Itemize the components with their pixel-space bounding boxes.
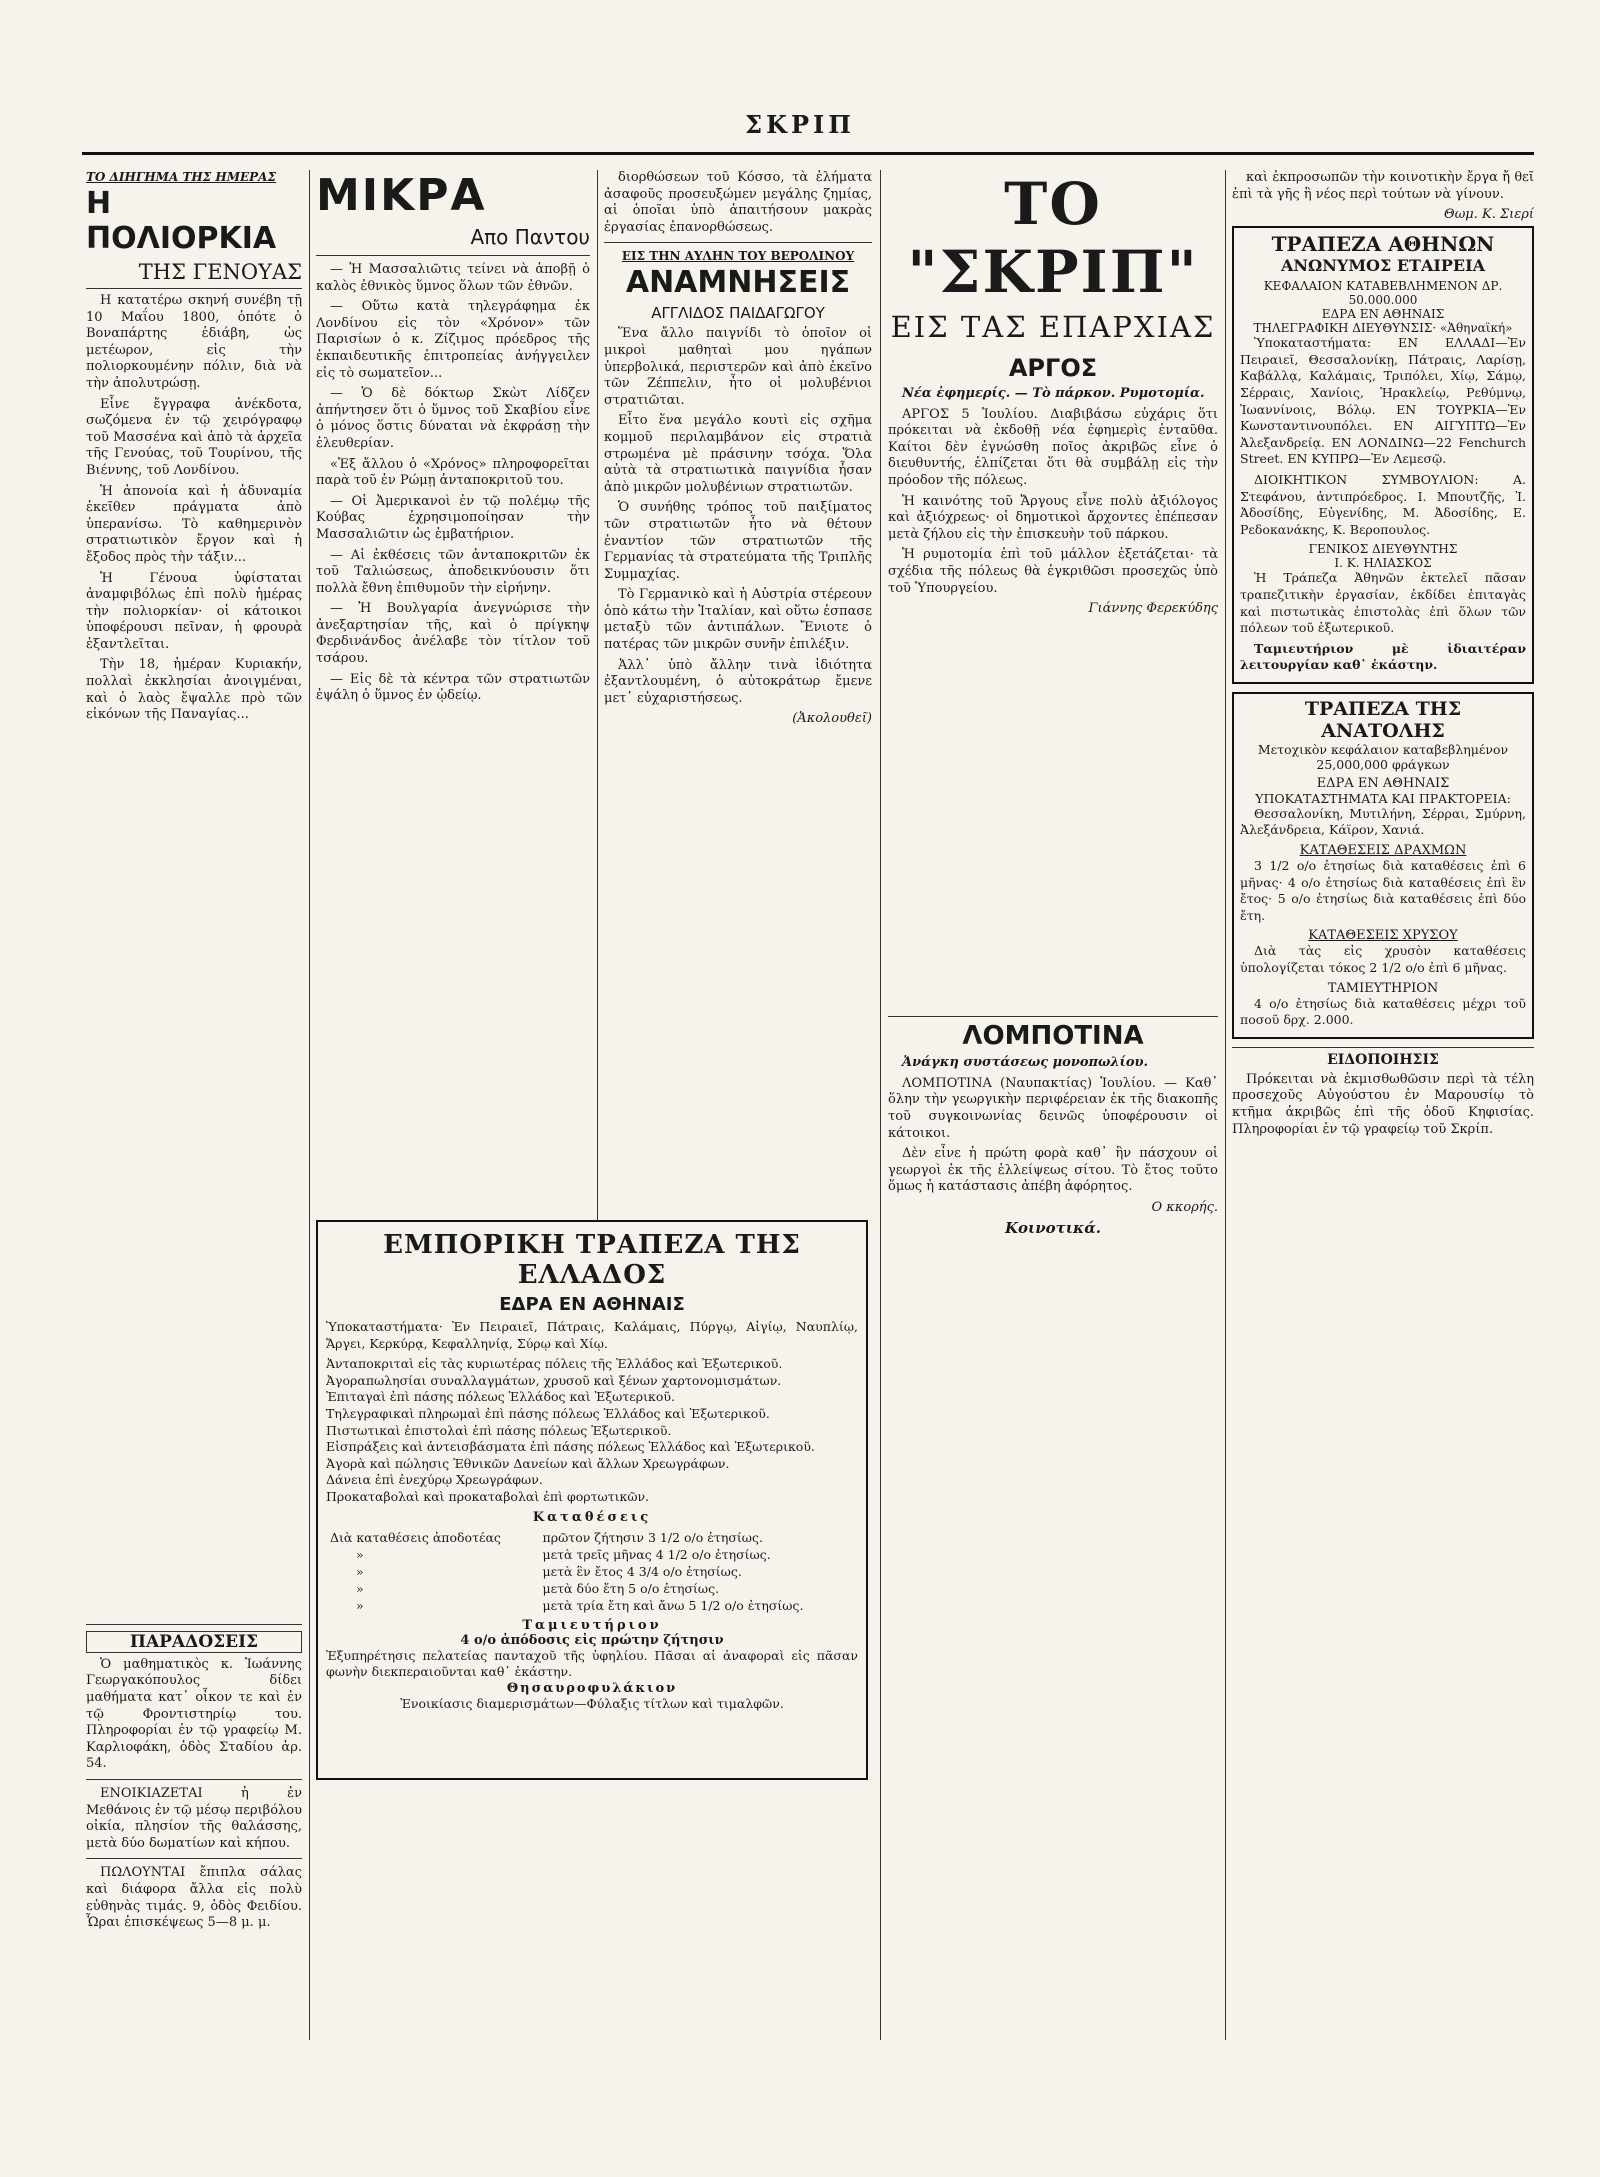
article-paragraph: Τὸ Γερμανικὸ καὶ ἡ Αὐστρία στέρεουν ὁπὸ κάτω τὴν Ἰταλίαν, καὶ οὕτω ἐσπασε μεταξὺ τῶν ἀντιπάλων. Ἔνιοτε ὁ πατέρας τῶν μικρῶν συνῆν ἐπιλέξιν. bbox=[604, 587, 872, 653]
director-name: Ι. Κ. ΗΛΙΑΣΚΟΣ bbox=[1334, 556, 1432, 571]
rate-label: » bbox=[356, 1597, 364, 1613]
divider bbox=[86, 1779, 302, 1780]
article-paragraph: Εἶνε ἔγγραφα ἀνέκδοτα, σωζόμενα ἐν τῷ χειρόγραφῳ τοῦ Μασσένα καὶ ἀπὸ τὰ ἀρχεῖα τῆς Γενούας, τοῦ Τουρίνου, τῆς Βιέννης, τοῦ Λονδίνου. bbox=[86, 396, 302, 478]
column-1 bbox=[86, 170, 302, 2030]
divider bbox=[86, 1858, 302, 1859]
rate-value: μετὰ τρεῖς μῆνας 4 1/2 ο/ο ἐτησίως. bbox=[542, 1546, 771, 1562]
branches-title: ΥΠΟΚΑΤΑΣΤΗΜΑΤΑ ΚΑΙ ΠΡΑΚΤΟΡΕΙΑ: bbox=[1255, 790, 1511, 806]
region-heading: ΛΟΜΠΟΤΙΝΑ bbox=[888, 1016, 1218, 1051]
column-4 bbox=[888, 170, 1218, 2030]
section-title: ΠΑΡΑΔΟΣΕΙΣ bbox=[86, 1631, 302, 1653]
article-paragraph: Ἡ Γένουα ὑφίσταται ἀναμφιβόλως ἐπὶ πολὺ ἡμέρας τὴν πολιορκίαν· οἱ κάτοικοι ὑποφέρουσι πεῖναν, ἡ φρουρὰ ἐξαντλεῖται. bbox=[86, 570, 302, 652]
rate-label: Διὰ καταθέσεις ἀποδοτέας bbox=[330, 1529, 501, 1545]
rate-value: πρῶτον ζήτησιν 3 1/2 ο/ο ἐτησίως. bbox=[542, 1529, 763, 1545]
article-paragraph: Ἡ ρυμοτομία ἐπὶ τοῦ μάλλον ἐξετάζεται· τὰ σχέδια τῆς πόλεως θὰ ἐγκριθῶσι προσεχῶς ὑπὸ τοῦ Ὑπουργείου. bbox=[888, 547, 1218, 596]
column-separator bbox=[309, 170, 310, 2040]
ad-line: Ἀνταποκριταὶ εἰς τὰς κυριωτέρας πόλεις τῆς Ἑλλάδος καὶ Ἐξωτερικοῦ. bbox=[326, 1356, 783, 1372]
ad-line: Εἰσπράξεις καὶ ἀντεισβάσματα ἐπὶ πάσης πόλεως Ἑλλάδος καὶ Ἐξωτερικοῦ. bbox=[326, 1439, 815, 1455]
region-heading: ΑΡΓΟΣ bbox=[1008, 354, 1098, 382]
masthead-rule bbox=[82, 152, 1534, 155]
ad-line: Ἀγορὰ καὶ πώλησις Ἐθνικῶν Δανείων καὶ ἄλλων Χρεωγράφων. bbox=[326, 1455, 730, 1471]
ad-line: Προκαταβολαὶ καὶ προκαταβολαὶ ἐπὶ φορτωτικῶν. bbox=[326, 1488, 650, 1504]
table-row bbox=[326, 1597, 858, 1614]
ad-subtitle: ΕΔΡΑ ΕΝ ΑΘΗΝΑΙΣ bbox=[499, 1294, 685, 1315]
ad-line: Ἀγοραπωλησίαι συναλλαγμάτων, χρυσοῦ καὶ ξένων χαρτονομισμάτων. bbox=[326, 1372, 782, 1388]
section-title: ΜΙΚΡΑ bbox=[316, 170, 487, 221]
bank-seat: ΕΔΡΑ ΕΝ ΑΘΗΝΑΙΣ bbox=[1321, 307, 1445, 322]
article-paragraph: Ἡ καινότης τοῦ Ἄργους εἶνε πολὺ ἀξιόλογος καὶ ἀξιόχρεως· οἱ δημοτικοὶ ἄρχοντες ἐπέπεσαν μετὰ ζήλου εἰς τὴν ἐπισκευὴν τοῦ πάρκου. bbox=[888, 493, 1218, 542]
news-item: — Οἱ Ἀμερικανοὶ ἐν τῷ πολέμῳ τῆς Κούβας ἐχρησιμοποίησαν τὴν Μασσαλιῶτιν ὡς ἐμβατήριον. bbox=[316, 493, 590, 542]
rate-value: μετὰ τρία ἔτη καὶ ἄνω 5 1/2 ο/ο ἐτησίως. bbox=[542, 1597, 804, 1613]
bank-notice bbox=[1232, 226, 1534, 684]
classified-ad: ΕΝΟΙΚΙΑΖΕΤΑΙ ἡ ἐν Μεθάνοις ἐν τῷ μέσῳ περιβόλου οἰκία, πλησίον τῆς θαλάσσης, μετὰ δύο δωματίων καὶ κήπου. bbox=[86, 1786, 302, 1851]
article-paragraph: Η κατατέρω σκηνή συνέβη τῇ 10 Μαΐου 1800, ὁπότε ὁ Βοναπάρτης ἐδιάβη, ὡς μετέωρον, εἰς τὴν πολιορκουμένην πόλιν, διὰ νὰ τὴν ἀπολυτρώσῃ. bbox=[86, 293, 302, 391]
deposit-rates: 3 1/2 ο/ο ἐτησίως διὰ καταθέσεις ἐπὶ 6 μῆνας· 4 ο/ο ἐτησίως διὰ καταθέσεις ἐπὶ ἓν ἔτος· 5 ο/ο ἐτησίως διὰ καταθέσεις ἐπὶ δύο ἔτη. bbox=[1240, 858, 1526, 923]
column-3 bbox=[604, 170, 872, 1210]
author-signature: Γιάννης Φερεκύδης bbox=[1088, 601, 1218, 617]
bank-board: ΔΙΟΙΚΗΤΙΚΟΝ ΣΥΜΒΟΥΛΙΟΝ: Α. Στεφάνου, ἀντιπρόεδρος. Ι. Μπουτζῆς, Ἰ. Ἀδοσίδης, Εὐγενίδης, Μ. Ἀδοσίδης, Ε. Ρεδοκανάκης, Κ. Βεροπουλος. bbox=[1240, 471, 1526, 537]
article-paragraph: Τὴν 18, ἡμέραν Κυριακήν, πολλαὶ ἐκκλησίαι ἀνοιγμέναι, καὶ ὁ λαὸς ἔψαλλε πρὸ τῶν εἰκόνων τῆς Παναγίας... bbox=[86, 657, 302, 723]
news-item: — Οὕτω κατὰ τηλεγράφημα ἐκ Λονδίνου εἰς τὸν «Χρόνον» τῶν Παρισίων ὁ κ. Ζίζιμος πρόεδρος τῆς ἐκπαιδευτικῆς ἐπιτροπείας ἀνήγγειλεν εἰς τὸ σωματεῖον... bbox=[316, 299, 590, 381]
continued-note: (Ἀκολουθεῖ) bbox=[792, 711, 872, 727]
bank-branches: Θεσσαλονίκη, Μυτιλήνη, Σέρραι, Σμύρνη, Ἀλεξάνδρεια, Κάϊρον, Χανιά. bbox=[1240, 805, 1526, 838]
section-heading: Κοινοτικά. bbox=[1004, 1218, 1102, 1237]
savings-rate: 4 ο/ο ἀπόδοσις εἰς πρώτην ζήτησιν bbox=[460, 1632, 724, 1648]
article-paragraph: Εἶτο ἕνα μεγάλο κουτὶ εἰς σχῆμα κομμοῦ περιλαμβάνον εἰς στρατιὰ στρωμένα μὲ πράσινην τσόχα. Ὅλα αὐτὰ τὰ στρατιωτικὰ παιγνίδια ἦσαν ἀπὸ μικρῶν μολυβένιων στρατιωτῶν. bbox=[604, 413, 872, 495]
article-subtitle: ΑΓΓΛΙΔΟΣ ΠΑΙΔΑΓΩΓΟΥ bbox=[651, 304, 825, 323]
divider bbox=[316, 255, 590, 256]
deposits-title: ΚΑΤΑΘΕΣΕΙΣ ΔΡΑΧΜΩΝ bbox=[1299, 843, 1467, 859]
article-lead: Νέα ἐφημερίς. — Τὸ πάρκον. Ρυμοτομία. bbox=[902, 386, 1205, 401]
bank-advertisement bbox=[316, 1220, 868, 1780]
divider bbox=[604, 242, 872, 243]
news-item: — Ἡ Μασσαλιῶτις τείνει νὰ ἀποβῇ ὁ καλὸς ἐθνικὸς ὕμνος ὅλων τῶν ἐθνῶν. bbox=[316, 262, 590, 294]
section-subtitle: Απο Παντου bbox=[470, 225, 590, 249]
rate-label: » bbox=[356, 1563, 364, 1579]
news-item: — Εἰς δὲ τὰ κέντρα τῶν στρατιωτῶν ἐψάλη ὁ ὕμνος ἐν ᾠδείῳ. bbox=[316, 671, 590, 704]
savings-label: Ταμιευτήριον bbox=[522, 1617, 662, 1633]
article-paragraph: ΑΡΓΟΣ 5 Ἰουλίου. Διαβιβάσω εὐχάρις ὅτι πρόκειται νὰ ἐκδοθῇ νέα ἐφημερὶς ἐνταῦθα. Καίτοι δὲν ἐγνώσθη ποῖος ἀκριβῶς εἶνε ὁ διευθυντής, ἐλπίζεται ὅτι θὰ συμβάλῃ εἰς τὴν πρόοδον τῆς πόλεως. bbox=[888, 406, 1218, 488]
article-lead: Ἀνάγκη συστάσεως μονοπωλίου. bbox=[902, 1055, 1149, 1071]
classified-ad: ΠΩΛΟΥΝΤΑΙ ἔπιπλα σάλας καὶ διάφορα ἄλλα εἰς πολὺ εὐθηνὰς τιμάς. 9, ὁδὸς Φειδίου. Ὧραι ἐπισκέψεως 5—8 μ. μ. bbox=[86, 1865, 302, 1931]
bank-title: ΤΡΑΠΕΖΑ ΑΘΗΝΩΝ bbox=[1271, 232, 1495, 257]
rates-table bbox=[326, 1529, 858, 1614]
article-paragraph: Ὁ συνήθης τρόπος τοῦ παιξίματος τῶν στρατιωτῶν ἦτο νὰ θέτουν ἐναντίον τῶν στρατιωτῶν τῆς Γερμανίας τὰ στρατεύματα τῆς Τριπλῆς Συμμαχίας. bbox=[604, 500, 872, 582]
continued-text: διορθώσεων τοῦ Κόσσο, τὰ ἐλήματα ἀσαφοῦς προσευξώμεν μεγάλης ζημίας, αἱ ὁποῖαι ὑπὸ ἀπαιτήσουν μακρὰς ἐργασίας ἐπανορθώσεως. bbox=[604, 170, 872, 235]
table-row bbox=[326, 1529, 858, 1546]
vault-text: Ἐνοικίασις διαμερισμάτων—Φύλαξις τίτλων καὶ τιμαλφῶν. bbox=[400, 1695, 784, 1711]
author-signature: Θωμ. Κ. Σιερί bbox=[1444, 207, 1534, 223]
column-separator bbox=[880, 170, 881, 2040]
section-kicker: ΕΙΣ ΤΗΝ ΑΥΛΗΝ ΤΟΥ ΒΕΡΟΛΙΝΟΥ bbox=[621, 249, 855, 264]
masthead: ΣΚΡΙΠ bbox=[745, 110, 855, 139]
gold-title: ΚΑΤΑΘΕΣΕΙΣ ΧΡΥΣΟΥ bbox=[1308, 928, 1458, 944]
rate-label: » bbox=[356, 1580, 364, 1596]
article-paragraph: Ἕνα ἄλλο παιγνίδι τὸ ὁποῖον οἱ μικροὶ μαθηταὶ μου ηγάπων ὑπερβολικά, περιστερῶν καὶ ἀπὸ ἐκεῖνο τῶν Ζέππελιν, ἦτο οἱ μολυβένιοι στρατιῶται. bbox=[604, 326, 872, 408]
continued-text: καὶ ἐκπροσωπῶν τὴν κοινοτικὴν ἔργα ἤ θεῖ ἐπὶ τὰ γῆς ἢ νέος περὶ τούτων νὰ γίνουν. bbox=[1232, 170, 1534, 202]
rate-value: μετὰ ἓν ἔτος 4 3/4 ο/ο ἐτησίως. bbox=[542, 1563, 742, 1579]
rate-label: » bbox=[356, 1546, 364, 1562]
news-item: — Ὁ δὲ δόκτωρ Σκὼτ Λίδζεν ἀπήντησεν ὅτι ὁ ὕμνος τοῦ Σκαβίου εἶνε ὁ μόνος ὅστις δύναται νὰ ἐκφράσῃ τὴν ἐλευθερίαν. bbox=[316, 386, 590, 451]
table-row bbox=[326, 1563, 858, 1580]
table-row bbox=[326, 1546, 858, 1563]
director-label: ΓΕΝΙΚΟΣ ΔΙΕΥΘΥΝΤΗΣ bbox=[1308, 542, 1458, 557]
article-paragraph: Ἀλλ᾽ ὑπὸ ἄλλην τινὰ ἰδιότητα ἐξαντλουμένη, ὁ αὐτοκράτωρ ἔμενε μετ᾽ εὐχαριστήσεως. bbox=[604, 657, 872, 706]
bank-seat: ΕΔΡΑ ΕΝ ΑΘΗΝΑΙΣ bbox=[1316, 775, 1450, 791]
savings-note: Ἐξυπηρέτησις πελατείας πανταχοῦ τῆς ὑφηλίου. Πᾶσαι αἱ ἀναφοραὶ εἰς πᾶσαν φωνὴν διεκπεραιοῦνται καθ᾽ ἑκάστην. bbox=[326, 1647, 858, 1680]
section-title: ΤΟ "ΣΚΡΙΠ" bbox=[907, 170, 1199, 306]
article-paragraph: Ἡ ἀπονοία καὶ ἡ ἀδυναμία ἐκεῖθεν πράγματα ἀπὸ ὑπερανίσω. Τὸ καθημερινὸν στρατιωτικὸν ἔργον καὶ ἡ ἔξοδος πρὸς τὴν τάξιν... bbox=[86, 483, 302, 565]
bank-services: Ἡ Τράπεζα Ἀθηνῶν ἐκτελεῖ πᾶσαν τραπεζιτικὴν ἐργασίαν, ἐκδίδει ἐπιταγὰς καὶ πιστωτικὰς ἐπιστολὰς ἐπὶ ὅλων τῶν πόλεων τοῦ ἐξωτερικοῦ. bbox=[1240, 570, 1526, 636]
rate-value: μετὰ δύο ἔτη 5 ο/ο ἐτησίως. bbox=[542, 1580, 720, 1596]
bank-note: Ταμιευτήριον μὲ ἰδιαιτέραν λειτουργίαν καθ᾽ ἑκάστην. bbox=[1240, 640, 1526, 673]
bank-capital: ΚΕΦΑΛΑΙΟΝ ΚΑΤΑΒΕΒΛΗΜΕΝΟΝ ΔΡ. 50.000.000 bbox=[1263, 279, 1503, 308]
ad-line: Τηλεγραφικαὶ πληρωμαὶ ἐπὶ πάσης πόλεως Ἑλλάδος καὶ Ἐξωτερικοῦ. bbox=[326, 1405, 770, 1421]
section-kicker: ΤΟ ΔΙΗΓΗΜΑ ΤΗΣ ΗΜΕΡΑΣ bbox=[86, 170, 276, 184]
divider bbox=[86, 1624, 302, 1625]
notices-title: ΕΙΔΟΠΟΙΗΣΙΣ bbox=[1232, 1047, 1534, 1068]
column-5 bbox=[1232, 170, 1534, 2030]
author-signature: Ο κκορής. bbox=[1151, 1199, 1218, 1215]
ad-line: Ἐπιταγαὶ ἐπὶ πάσης πόλεως Ἑλλάδος καὶ Ἐξωτερικοῦ. bbox=[326, 1389, 675, 1405]
news-item: «Ἐξ ἄλλου ὁ «Χρόνος» πληροφορεῖται παρὰ τοῦ ἐν Ρώμῃ ἀνταποκριτοῦ του. bbox=[316, 456, 590, 489]
section-subtitle: ΕΙΣ ΤΑΣ ΕΠΑΡΧΙΑΣ bbox=[890, 310, 1216, 344]
vault-label: Θησαυροφυλάκιον bbox=[506, 1680, 678, 1696]
bank-subtitle: ΑΝΩΝΥΜΟΣ ΕΤΑΙΡΕΙΑ bbox=[1281, 256, 1485, 276]
article-paragraph: ΛΟΜΠΟΤΙΝΑ (Ναυπακτίας) Ἰουλίου. — Καθ᾽ ὅλην τὴν γεωργικὴν περιφέρειαν ἐκ τῆς διακοπῆς τοῦ συγκοινωνίας δεινῶς ὑποφέρουσιν οἱ κάτοικοι. bbox=[888, 1075, 1218, 1141]
notice-text: Ὁ μαθηματικὸς κ. Ἰωάννης Γεωργακόπουλος δίδει μαθήματα κατ᾽ οἶκον τε καὶ ἐν τῷ Φροντιστηρίῳ του. Πληροφορίαι ἐν τῷ γραφείῳ Μ. Καρλιοφάκη, ὁδὸς Σταδίου ἀρ. 54. bbox=[86, 1656, 302, 1772]
article-subtitle: ΤΗΣ ΓΕΝΟΥΑΣ bbox=[86, 260, 302, 289]
article-title: ΑΝΑΜΝΗΣΕΙΣ bbox=[625, 265, 851, 301]
savings-rates: 4 ο/ο ἐτησίως διὰ καταθέσεις μέχρι τοῦ ποσοῦ δρχ. 2.000. bbox=[1240, 995, 1526, 1028]
bank-telegraph: ΤΗΛΕΓΡΑΦΙΚΗ ΔΙΕΥΘΥΝΣΙΣ· «Ἀθηναϊκή» bbox=[1253, 321, 1513, 336]
ad-branches: Ὑποκαταστήματα· Ἐν Πειραιεῖ, Πάτραις, Καλάμαις, Πύργῳ, Αἰγίῳ, Ναυπλίῳ, Ἄργει, Κερκύρᾳ, Κεφαλληνίᾳ, Σύρῳ καὶ Χίῳ. bbox=[326, 1319, 858, 1351]
article-title: Η ΠΟΛΙΟΡΚΙΑ bbox=[86, 186, 277, 256]
notice-text: Πρόκειται νὰ ἐκμισθωθῶσιν περὶ τὰ τέλη προσεχοῦς Αὐγούστου ἐν Μαρουσίῳ τὸ κτῆμα ἀκριβῶς ἐπὶ τῆς ὁδοῦ Κηφισίας. Πληροφορίαι ἐν τῷ γραφείῳ τοῦ Σκρίπ. bbox=[1232, 1071, 1534, 1137]
news-item: — Αἱ ἐκθέσεις τῶν ἀνταποκριτῶν ἐκ τοῦ Ταλιώσεως, ἀποδεικνύουσιν ὅτι πολλὰ ἔθνη ἐπιθυμοῦν τὴν εἰρήνην. bbox=[316, 547, 590, 596]
ad-line: Δάνεια ἐπὶ ἐνεχύρῳ Χρεωγράφων. bbox=[326, 1472, 543, 1488]
bank-branches: Ὑποκαταστήματα: ΕΝ ΕΛΛΑΔΙ—Ἐν Πειραιεῖ, Θεσσαλονίκῃ, Πάτραις, Λαρίσῃ, Καβάλλᾳ, Καλάμαις, Τριπόλει, Χίῳ, Σάμῳ, Σέρραις, Χανίοις, Ἡρακλείῳ, Ρεθύμνῳ, Ἰωαννίνοις, Βόλῳ. ΕΝ ΤΟΥΡΚΙΑ—Ἐν Κωνσταντινουπόλει. ΕΝ ΑΙΓΥΠΤΩ—Ἐν Ἀλεξανδρείᾳ. ΕΝ ΛΟΝΔΙΝΩ—22 Fenchurch Street. ΕΝ ΚΥΠΡΩ—Ἐν Λεμεσῷ. bbox=[1240, 335, 1526, 467]
bank-notice bbox=[1232, 692, 1534, 1039]
bank-title: ΤΡΑΠΕΖΑ ΤΗΣ ΑΝΑΤΟΛΗΣ bbox=[1304, 697, 1462, 742]
bank-capital: Μετοχικὸν κεφάλαιον καταβεβλημένον 25,000,000 φράγκων bbox=[1257, 741, 1509, 772]
deposits-label: Καταθέσεις bbox=[532, 1509, 652, 1525]
ad-title: ΕΜΠΟΡΙΚΗ ΤΡΑΠΕΖΑ ΤΗΣ ΕΛΛΑΔΟΣ bbox=[383, 1230, 801, 1290]
column-2 bbox=[316, 170, 590, 1210]
news-item: — Ἡ Βουλγαρία ἀνεγνώρισε τὴν ἀνεξαρτησίαν τῆς, καὶ ὁ πρίγκηψ Φερδινάνδος ἀνέλαβε τὸν τίτλον τοῦ τσάρου. bbox=[316, 601, 590, 667]
gold-rates: Διὰ τὰς εἰς χρυσὸν καταθέσεις ὑπολογίζεται τόκος 2 1/2 ο/ο ἐπὶ 6 μῆνας. bbox=[1240, 943, 1526, 976]
ad-line: Πιστωτικαὶ ἐπιστολαὶ ἐπὶ πάσης πόλεως Ἐξωτερικοῦ. bbox=[326, 1422, 672, 1438]
column-separator bbox=[1225, 170, 1226, 2040]
article-paragraph: Δὲν εἶνε ἡ πρώτη φορὰ καθ᾽ ἣν πάσχουν οἱ γεωργοὶ ἐκ τῆς ἐλλείψεως σίτου. Τὸ ἔτος τοῦτο ὅμως ἡ κατάστασις ἀπέβη ἀφόρητος. bbox=[888, 1146, 1218, 1195]
savings-title: ΤΑΜΙΕΥΤΗΡΙΟΝ bbox=[1327, 980, 1439, 996]
table-row bbox=[326, 1580, 858, 1597]
